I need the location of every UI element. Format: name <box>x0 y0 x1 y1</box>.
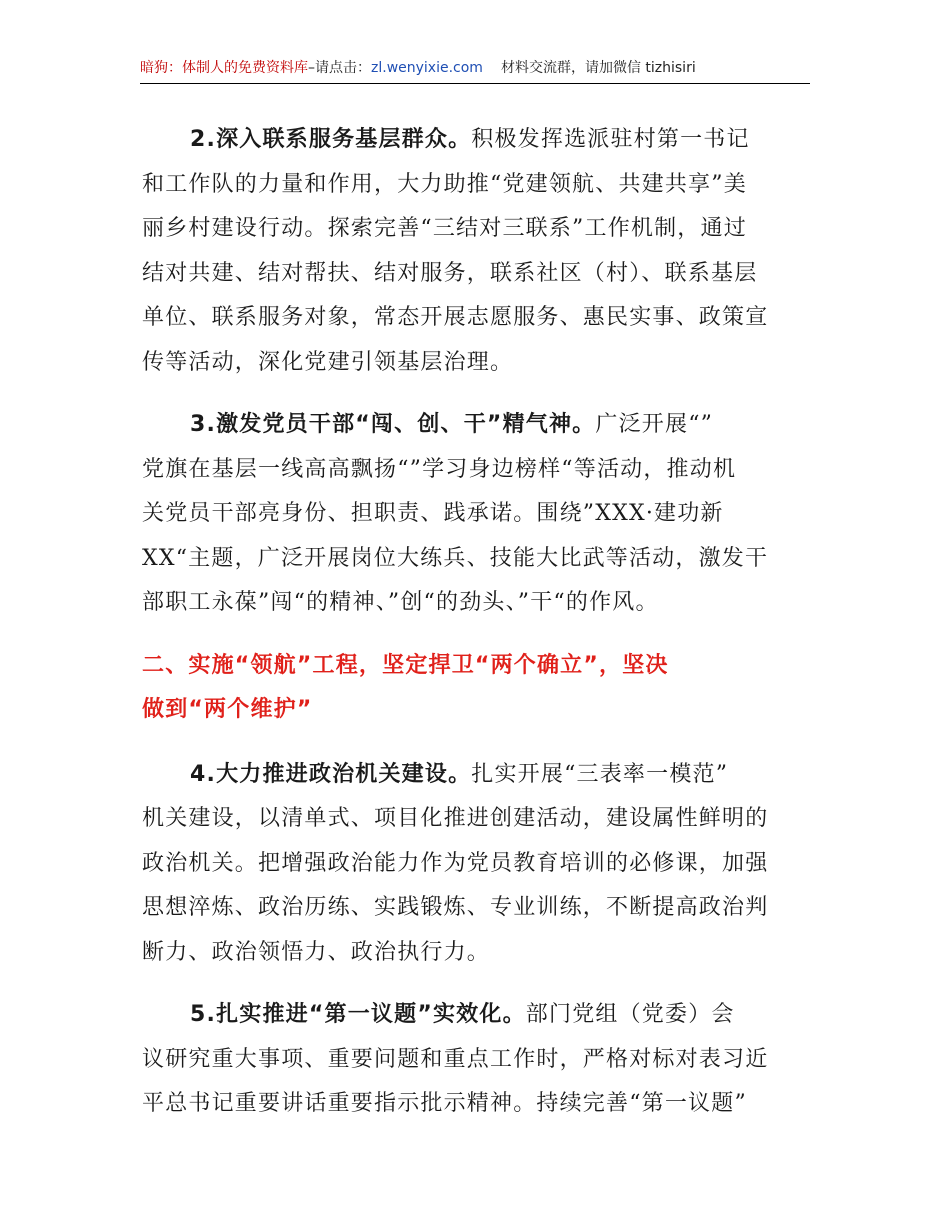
heading-line: 二、实施“领航”工程，坚定捍卫“两个确立”，坚决 <box>142 652 669 678</box>
paragraph-line: 平总书记重要讲话重要指示批示精神。持续完善“第一议题” <box>142 1091 747 1116</box>
paragraph-line: 机关建设，以清单式、项目化推进创建活动，建设属性鲜明的 <box>142 806 769 831</box>
paragraph-2 <box>142 118 812 385</box>
header-brand: 暗狗：体制人的免费资料库 <box>140 60 308 76</box>
paragraph-line: 关党员干部亮身份、担职责、践承诺。围绕”XXX·建功新 <box>142 501 724 526</box>
section-heading <box>142 644 812 733</box>
paragraph-line: 丽乡村建设行动。探索完善“三结对三联系”工作机制，通过 <box>142 216 747 241</box>
paragraph-lead: 3.激发党员干部“闯、创、干”精气神。 <box>190 412 596 437</box>
paragraph-line: 部门党组（党委）会 <box>525 1002 735 1027</box>
header-contact: 材料交流群，请加微信 tizhisiri <box>500 60 696 76</box>
paragraph-line: 思想淬炼、政治历练、实践锻炼、专业训练，不断提高政治判 <box>142 895 769 920</box>
paragraph-4 <box>142 753 812 976</box>
paragraph-line: 断力、政治领悟力、政治执行力。 <box>142 939 491 965</box>
paragraph-lead: 4.大力推进政治机关建设。 <box>190 761 472 787</box>
header-link[interactable]: zl.wenyixie.com <box>371 60 483 76</box>
paragraph-line: 议研究重大事项、重要问题和重点工作时，严格对标对表习近 <box>142 1046 769 1072</box>
paragraph-3 <box>142 403 812 626</box>
paragraph-line: 部职工永葆”闯“的精神、”创“的劲头、”干“的作风。 <box>142 590 659 615</box>
paragraph-lead: 5.扎实推进“第一议题”实效化。 <box>190 1002 526 1027</box>
header-prompt: –请点击： <box>308 60 371 76</box>
paragraph-line: XX“主题，广泛开展岗位大练兵、技能大比武等活动，激发干 <box>142 545 769 571</box>
paragraph-line: 积极发挥选派驻村第一书记 <box>471 127 750 152</box>
paragraph-line: 党旗在基层一线高高飘扬“”学习身边榜样“等活动，推动机 <box>142 456 737 482</box>
paragraph-line: 扎实开展“三表率一模范” <box>471 761 729 787</box>
paragraph-line: 结对共建、结对帮扶、结对服务，联系社区（村）、联系基层 <box>142 260 758 286</box>
paragraph-line: 单位、联系服务对象，常态开展志愿服务、惠民实事、政策宣 <box>142 305 769 330</box>
paragraph-line: 广泛开展“” <box>595 412 714 437</box>
paragraph-line: 和工作队的力量和作用，大力助推“党建领航、共建共享”美 <box>142 171 747 197</box>
paragraph-line: 政治机关。把增强政治能力作为党员教育培训的必修课，加强 <box>142 850 769 876</box>
paragraph-lead: 2.深入联系服务基层群众。 <box>190 127 472 152</box>
paragraph-line: 传等活动，深化党建引领基层治理。 <box>142 349 514 375</box>
heading-line: 做到“两个维护” <box>142 697 313 722</box>
page-header <box>140 57 810 84</box>
document-body <box>142 118 812 1145</box>
paragraph-5 <box>142 993 812 1127</box>
